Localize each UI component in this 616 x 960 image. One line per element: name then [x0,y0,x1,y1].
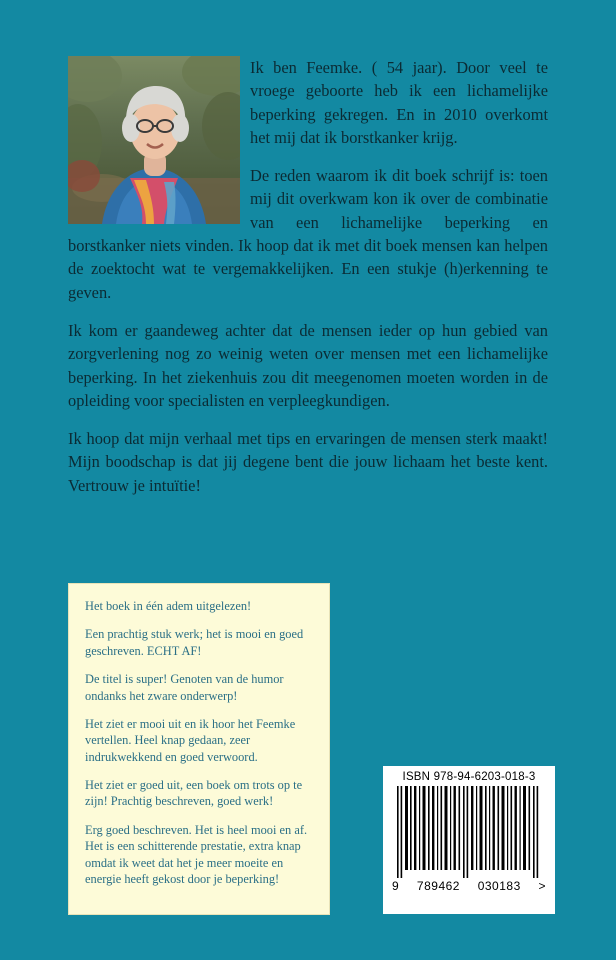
reviews-box [68,583,330,915]
review-quote: De titel is super! Genoten van de humor ondanks het zware onderwerp! [85,672,284,703]
review-quote: Het ziet er mooi uit en ik hoor het Feemke vertellen. Heel knap gedaan, zeer indrukwekkend en goed verwoord. [85,716,296,764]
barcode-digit-left: 9 [392,879,400,893]
barcode-digit-group-1: 789462 [416,879,460,893]
isbn-barcode-block [383,766,555,914]
review-quote: Erg goed beschreven. Het is heel mooi en af. Het is een schitterende prestatie, extra knap omdat ik weet dat het je meer moeite en energie heeft gekost door je beperking! [85,822,308,886]
intro-paragraph-4: Ik hoop dat mijn verhaal met tips en ervaringen de mensen sterk maakt! Mijn boodschap is dat jij degene bent die jouw lichaam het beste kent. Vertrouw je intuïtie! [68,429,548,495]
barcode-digits [391,879,547,893]
barcode-image [391,786,547,878]
intro-paragraph-1: Ik ben Feemke. ( 54 jaar). Door veel te vroege geboorte heb ik een lichamelijke beperking gekregen. En in 2010 overkomt het mij dat ik borstkanker krijg. [250,58,548,147]
barcode-digit-right: > [538,879,546,893]
intro-paragraph-2: De reden waarom ik dit boek schrijf is: toen mij dit overkwam kon ik over de combinatie van een lichamelijke beperking en borstkanker niets vinden. Ik hoop dat ik met dit boek mensen kan helpen de zoektocht wat te vergemakkelijken. En een stukje (h)erkenning te geven. [68,166,548,302]
intro-paragraph-3: Ik kom er gaandeweg achter dat de mensen ieder op hun gebied van zorgverlening nog zo weinig weten over mensen met een lichamelijke beperking. In het ziekenhuis zou dit meegenomen moeten worden in de opleiding voor specialisten en verpleegkundigen. [68,320,548,410]
isbn-label: ISBN 978-94-6203-018-3 [402,771,536,783]
back-cover-text [68,56,548,512]
review-quote: Het ziet er goed uit, een boek om trots op te zijn! Prachtig beschreven, goed werk! [85,778,303,809]
photo-text-spacer [68,56,250,232]
review-quote: Het boek in één adem uitgelezen! [85,599,252,613]
barcode-digit-group-2: 030183 [477,879,521,893]
review-quote: Een prachtig stuk werk; het is mooi en goed geschreven. ECHT AF! [85,627,304,658]
